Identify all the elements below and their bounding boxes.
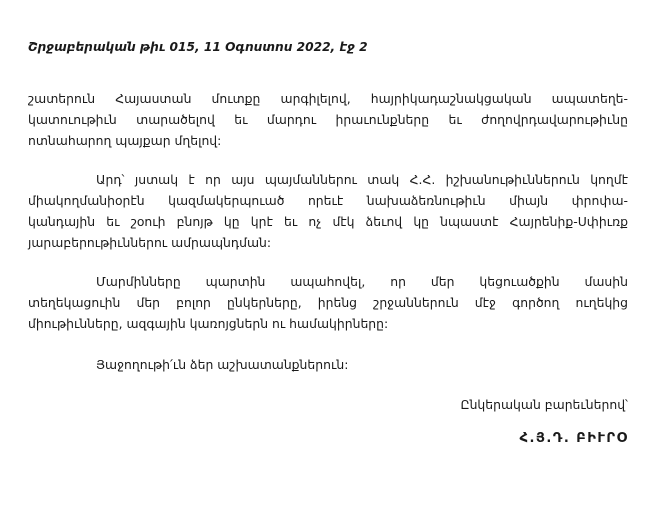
paragraph-line: Արդ՝ յստակ է որ այս պայմաններու տակ Հ.Հ. իշխանութիւններուն կողմէ: [96, 172, 628, 187]
signature: Հ.Յ.Դ. ԲԻՒՐՕ: [519, 431, 628, 446]
paragraph-3: [28, 271, 628, 334]
paragraph-line: միութիւնները, ազգային կառոյցներն ու համակիրները:: [28, 316, 389, 331]
paragraph-2: [28, 169, 628, 253]
paragraph-line: շատերուն Հայաստան մուտքը արգիլելով, հայրիկադաշնակցական ապատեղե-: [28, 91, 628, 106]
closing-salutation: Ընկերական բարեւներով՝: [460, 397, 628, 412]
circular-header: Շրջաբերական թիւ 015, 11 Օգոստոս 2022, էջ 2: [28, 40, 368, 54]
paragraph-line: Յաջողութի՛ւն ձեր աշխատանքներուն:: [96, 357, 349, 372]
paragraph-line: յարաբերութիւններու ամրապնդման:: [28, 235, 272, 250]
paragraph-line: կանդային եւ շօուի բնոյթ կը կրէ եւ ոչ մէկ ձեւով կը նպաստէ Հայրենիք-Սփիւռք: [28, 214, 628, 229]
paragraph-1: [28, 88, 628, 151]
paragraph-4: [28, 354, 628, 375]
paragraph-line: ոտնահարող պայքար մղելով:: [28, 133, 222, 148]
paragraph-line: Մարմինները պարտին ապահովել, որ մեր կեցուածքին մասին: [96, 274, 628, 289]
paragraph-line: տեղեկացուին մեր բոլոր ընկերները, իրենց շրջաններուն մէջ գործող ուղեկից: [28, 295, 628, 310]
paragraph-line: միակողմանիօրէն կազմակերպուած որեւէ նախաձեռնութիւն միայն փրոփա-: [28, 193, 628, 208]
paragraph-line: կատուութիւն տարածելով եւ մարդու իրաւունքները եւ ժողովրդավարութիւնը: [28, 112, 628, 127]
